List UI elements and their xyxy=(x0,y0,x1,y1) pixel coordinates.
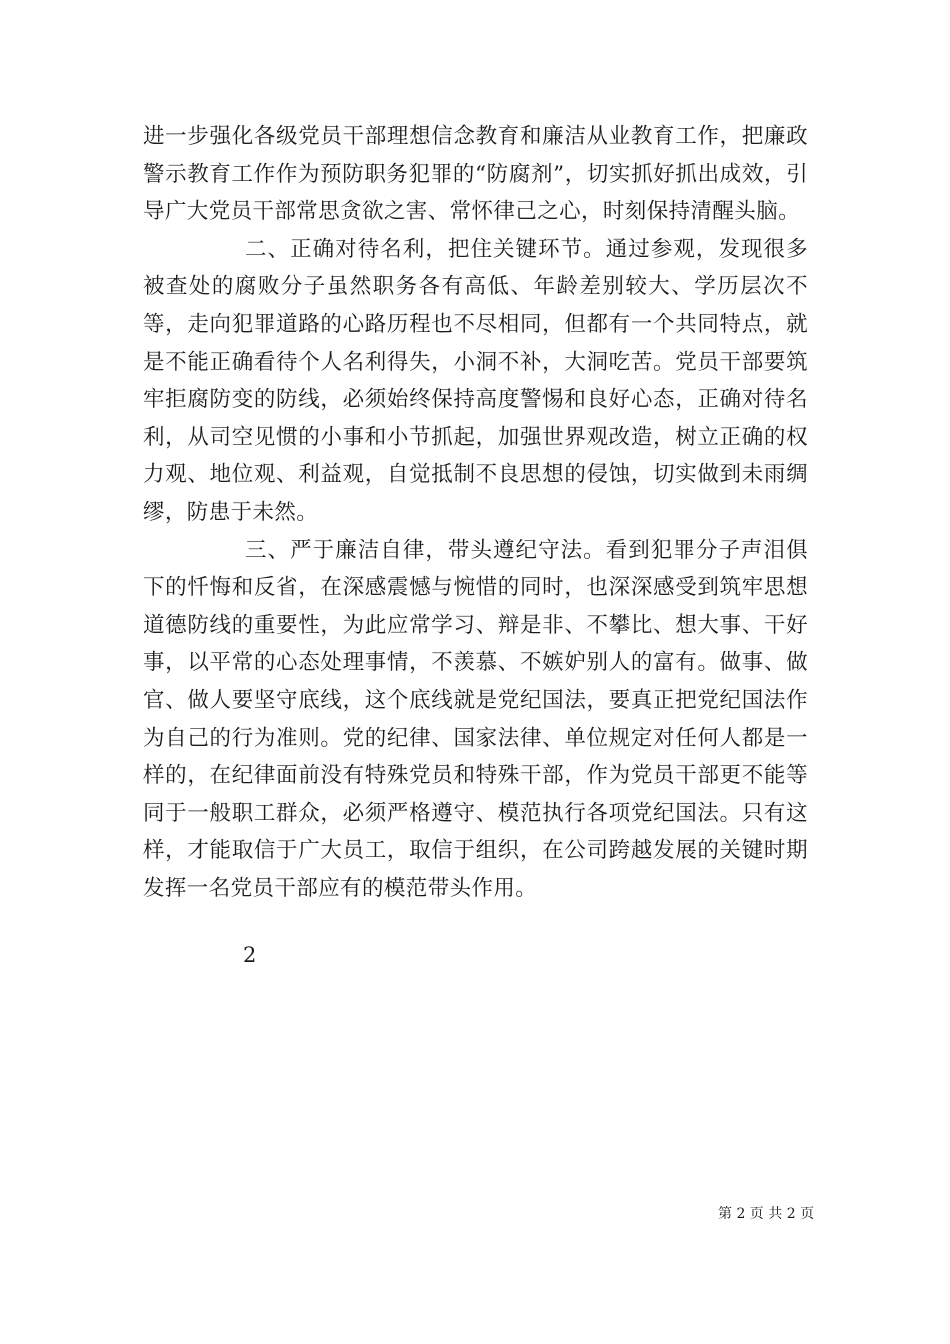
paragraph-section-two: 二、正确对待名利，把住关键环节。通过参观，发现很多被查处的腐败分子虽然职务各有高低、年龄差别较大、学历层次不等，走向犯罪道路的心路历程也不尽相同，但都有一个共同特点，就是不能正确看待个人名利得失，小洞不补，大洞吃苦。党员干部要筑牢拒腐防变的防线，必须始终保持高度警惕和良好心态，正确对待名利，从司空见惯的小事和小节抓起，加强世界观改造，树立正确的权力观、地位观、利益观，自觉抵制不良思想的侵蚀，切实做到未雨绸缪，防患于未然。 xyxy=(143,236,808,525)
paragraph-section-three: 三、严于廉洁自律，带头遵纪守法。看到犯罪分子声泪俱下的忏悔和反省，在深感震憾与惋惜的同时，也深深感受到筑牢思想道德防线的重要性，为此应常学习、辩是非、不攀比、想大事、干好事，以平常的心态处理事情，不羡慕、不嫉妒别人的富有。做事、做官、做人要坚守底线，这个底线就是党纪国法，要真正把党纪国法作为自己的行为准则。党的纪律、国家法律、单位规定对任何人都是一样的，在纪律面前没有特殊党员和特殊干部，作为党员干部更不能等同于一般职工群众，必须严格遵守、模范执行各项党纪国法。只有这样，才能取信于广大员工，取信于组织，在公司跨越发展的关键时期发挥一名党员干部应有的模范带头作用。 xyxy=(143,537,808,901)
page-footer: 第 2 页 共 2 页 xyxy=(718,1206,815,1222)
paragraph-continuation: 进一步强化各级党员干部理想信念教育和廉洁从业教育工作，把廉政警示教育工作作为预防职务犯罪的“防腐剂”，切实抓好抓出成效，引导广大党员干部常思贪欲之害、常怀律己之心，时刻保持清醒头脑。 xyxy=(143,124,808,225)
page-number-mark: 2 xyxy=(243,943,257,967)
document-body xyxy=(143,118,808,907)
